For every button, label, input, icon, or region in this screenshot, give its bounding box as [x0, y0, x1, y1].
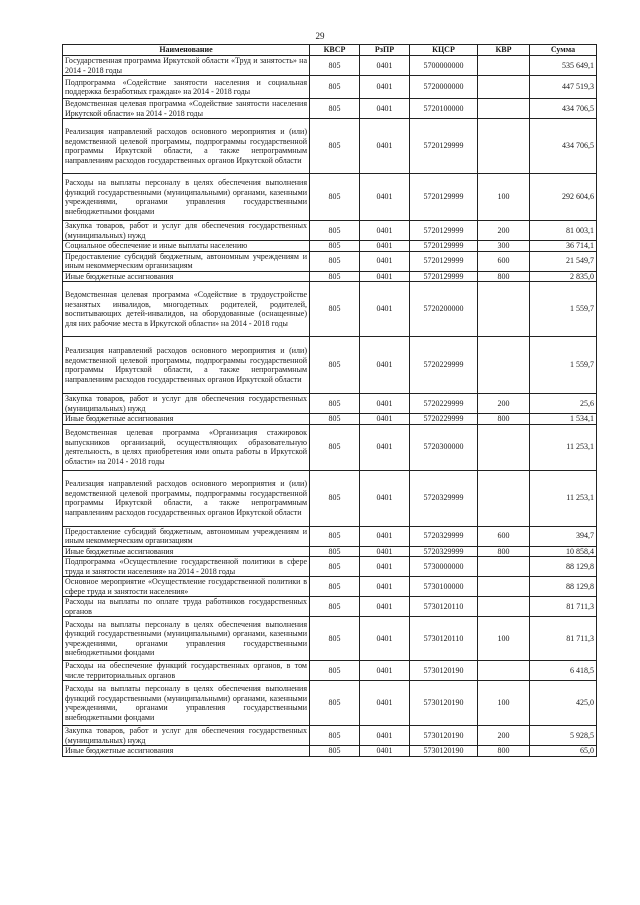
- table-row: [63, 174, 597, 221]
- cell-kvr: [478, 661, 530, 681]
- cell-name: Расходы на выплаты персоналу в целях обеспечения выполнения функций государственными (муниципальными) органами, казенными учреждениями, органами управления государственными внебюджетными фондами: [63, 617, 310, 661]
- cell-kcsr: 5730120190: [410, 726, 478, 746]
- cell-kcsr: 5720329999: [410, 470, 478, 526]
- cell-kvsr: 805: [310, 251, 360, 271]
- cell-sum: 10 858,4: [530, 546, 597, 557]
- cell-kvsr: 805: [310, 526, 360, 546]
- table-row: [63, 337, 597, 394]
- cell-kvr: 800: [478, 546, 530, 557]
- cell-sum: 5 928,5: [530, 726, 597, 746]
- cell-kcsr: 5720129999: [410, 221, 478, 241]
- cell-kvr: [478, 282, 530, 337]
- cell-kvsr: 805: [310, 76, 360, 99]
- cell-kvsr: 805: [310, 617, 360, 661]
- cell-name: Расходы на выплаты персоналу в целях обеспечения выполнения функций государственными (муниципальными) органами, казенными учреждениями, органами управления государственными внебюджетными фондами: [63, 174, 310, 221]
- cell-sum: 434 706,5: [530, 119, 597, 174]
- cell-rzpr: 0401: [360, 414, 410, 425]
- cell-sum: 25,6: [530, 394, 597, 414]
- cell-sum: 11 253,1: [530, 470, 597, 526]
- table-body: [63, 56, 597, 757]
- cell-sum: 81 003,1: [530, 221, 597, 241]
- cell-sum: 434 706,5: [530, 99, 597, 119]
- cell-kvr: [478, 470, 530, 526]
- header-kvsr: КВСР: [310, 45, 360, 56]
- table-row: [63, 76, 597, 99]
- table-header: [63, 45, 597, 56]
- cell-rzpr: 0401: [360, 337, 410, 394]
- cell-kcsr: 5720329999: [410, 526, 478, 546]
- header-kcsr: КЦСР: [410, 45, 478, 56]
- cell-name: Государственная программа Иркутской области «Труд и занятость» на 2014 - 2018 годы: [63, 56, 310, 76]
- cell-kcsr: 5700000000: [410, 56, 478, 76]
- cell-rzpr: 0401: [360, 394, 410, 414]
- cell-name: Основное мероприятие «Осуществление государственной политики в сфере труда и занятости населения»: [63, 577, 310, 597]
- cell-kvsr: 805: [310, 661, 360, 681]
- cell-kvsr: 805: [310, 282, 360, 337]
- table-row: [63, 119, 597, 174]
- table-row: [63, 414, 597, 425]
- cell-rzpr: 0401: [360, 424, 410, 470]
- table-row: [63, 282, 597, 337]
- cell-sum: 1 559,7: [530, 337, 597, 394]
- header-name: Наименование: [63, 45, 310, 56]
- table-row: [63, 394, 597, 414]
- cell-kvsr: 805: [310, 394, 360, 414]
- cell-name: Реализация направлений расходов основного мероприятия и (или) ведомственной целевой программы, подпрограммы государственной программы Иркутской области, а также непрограммным направлениям расходов государственных органов Иркутской области: [63, 337, 310, 394]
- cell-kvr: 100: [478, 681, 530, 726]
- table-row: [63, 597, 597, 617]
- cell-kvr: [478, 337, 530, 394]
- cell-name: Расходы на обеспечение функций государственных органов, в том числе территориальных органов: [63, 661, 310, 681]
- cell-kvr: [478, 557, 530, 577]
- cell-kcsr: 5720300000: [410, 424, 478, 470]
- table-row: [63, 241, 597, 252]
- cell-kcsr: 5730120190: [410, 681, 478, 726]
- cell-kvr: [478, 99, 530, 119]
- cell-kvr: 200: [478, 726, 530, 746]
- cell-name: Реализация направлений расходов основного мероприятия и (или) ведомственной целевой программы, подпрограммы государственной программы Иркутской области, а также непрограммным направлениям расходов государственных органов Иркутской области: [63, 470, 310, 526]
- cell-name: Закупка товаров, работ и услуг для обеспечения государственных (муниципальных) нужд: [63, 221, 310, 241]
- cell-kvsr: 805: [310, 470, 360, 526]
- cell-kvsr: 805: [310, 337, 360, 394]
- table-row: [63, 56, 597, 76]
- cell-rzpr: 0401: [360, 241, 410, 252]
- cell-name: Ведомственная целевая программа «Содействие занятости населения Иркутской области» на 2014 - 2018 годы: [63, 99, 310, 119]
- cell-kcsr: 5720129999: [410, 251, 478, 271]
- cell-kvr: 800: [478, 271, 530, 282]
- cell-kvsr: 805: [310, 726, 360, 746]
- cell-sum: 21 549,7: [530, 251, 597, 271]
- cell-sum: 2 835,0: [530, 271, 597, 282]
- cell-name: Расходы на выплаты по оплате труда работников государственных органов: [63, 597, 310, 617]
- cell-sum: 394,7: [530, 526, 597, 546]
- cell-kcsr: 5720129999: [410, 119, 478, 174]
- cell-kcsr: 5730120110: [410, 597, 478, 617]
- cell-sum: 81 711,3: [530, 597, 597, 617]
- cell-kvr: 600: [478, 251, 530, 271]
- cell-name: Реализация направлений расходов основного мероприятия и (или) ведомственной целевой программы, подпрограммы государственной программы Иркутской области, а также непрограммным направлениям расходов государственных органов Иркутской области: [63, 119, 310, 174]
- cell-name: Расходы на выплаты персоналу в целях обеспечения выполнения функций государственными (муниципальными) органами, казенными учреждениями, органами управления государственными внебюджетными фондами: [63, 681, 310, 726]
- cell-kvsr: 805: [310, 546, 360, 557]
- cell-kvr: 300: [478, 241, 530, 252]
- cell-kvr: 600: [478, 526, 530, 546]
- cell-kcsr: 5730120190: [410, 746, 478, 757]
- table-row: [63, 470, 597, 526]
- cell-rzpr: 0401: [360, 174, 410, 221]
- cell-name: Ведомственная целевая программа «Содействие в трудоустройстве незанятых инвалидов, многодетных родителей, родителей, воспитывающих детей-инвалидов, на оборудованные (оснащенные) для них рабочие места в Иркутской области» на 2014 - 2018 годы: [63, 282, 310, 337]
- table-row: [63, 271, 597, 282]
- page-number: 29: [315, 31, 325, 41]
- cell-rzpr: 0401: [360, 99, 410, 119]
- cell-kvsr: 805: [310, 241, 360, 252]
- cell-kvr: [478, 577, 530, 597]
- cell-kcsr: 5730120190: [410, 661, 478, 681]
- cell-kvr: 200: [478, 221, 530, 241]
- cell-kcsr: 5720229999: [410, 337, 478, 394]
- cell-kvr: 800: [478, 746, 530, 757]
- cell-kvsr: 805: [310, 271, 360, 282]
- budget-table: [62, 44, 597, 757]
- cell-kvsr: 805: [310, 577, 360, 597]
- cell-kvsr: 805: [310, 597, 360, 617]
- cell-kvsr: 805: [310, 119, 360, 174]
- cell-rzpr: 0401: [360, 76, 410, 99]
- cell-kvsr: 805: [310, 56, 360, 76]
- header-kvr: КВР: [478, 45, 530, 56]
- cell-rzpr: 0401: [360, 681, 410, 726]
- cell-kcsr: 5720129999: [410, 174, 478, 221]
- cell-kcsr: 5720129999: [410, 271, 478, 282]
- cell-rzpr: 0401: [360, 577, 410, 597]
- table-row: [63, 681, 597, 726]
- table-row: [63, 577, 597, 597]
- table-row: [63, 746, 597, 757]
- cell-sum: 447 519,3: [530, 76, 597, 99]
- cell-kvsr: 805: [310, 424, 360, 470]
- header-row: [63, 45, 597, 56]
- cell-kvr: 100: [478, 174, 530, 221]
- cell-sum: 6 418,5: [530, 661, 597, 681]
- cell-rzpr: 0401: [360, 271, 410, 282]
- cell-name: Закупка товаров, работ и услуг для обеспечения государственных (муниципальных) нужд: [63, 726, 310, 746]
- table-row: [63, 617, 597, 661]
- cell-rzpr: 0401: [360, 546, 410, 557]
- cell-rzpr: 0401: [360, 746, 410, 757]
- cell-kvr: [478, 76, 530, 99]
- header-rzpr: РзПР: [360, 45, 410, 56]
- cell-kvsr: 805: [310, 746, 360, 757]
- cell-rzpr: 0401: [360, 470, 410, 526]
- cell-name: Иные бюджетные ассигнования: [63, 414, 310, 425]
- cell-sum: 1 534,1: [530, 414, 597, 425]
- cell-name: Ведомственная целевая программа «Организация стажировок выпускников организаций, осуществляющих образовательную деятельность, в целях приобретения ими опыта работы в Иркутской области» на 2014 - 2018 годы: [63, 424, 310, 470]
- cell-kcsr: 5720200000: [410, 282, 478, 337]
- cell-rzpr: 0401: [360, 251, 410, 271]
- cell-sum: 36 714,1: [530, 241, 597, 252]
- cell-name: Подпрограмма «Содействие занятости населения и социальная поддержка безработных граждан» на 2014 - 2018 годы: [63, 76, 310, 99]
- cell-kvsr: 805: [310, 681, 360, 726]
- table-row: [63, 546, 597, 557]
- cell-name: Иные бюджетные ассигнования: [63, 546, 310, 557]
- cell-name: Подпрограмма «Осуществление государственной политики в сфере труда и занятости населения» на 2014 - 2018 годы: [63, 557, 310, 577]
- cell-sum: 81 711,3: [530, 617, 597, 661]
- table-row: [63, 251, 597, 271]
- cell-rzpr: 0401: [360, 56, 410, 76]
- cell-kvr: [478, 119, 530, 174]
- cell-kvsr: 805: [310, 414, 360, 425]
- cell-sum: 1 559,7: [530, 282, 597, 337]
- table-row: [63, 221, 597, 241]
- cell-name: Предоставление субсидий бюджетным, автономным учреждениям и иным некоммерческим организациям: [63, 251, 310, 271]
- table-row: [63, 424, 597, 470]
- cell-kcsr: 5730000000: [410, 557, 478, 577]
- cell-name: Иные бюджетные ассигнования: [63, 746, 310, 757]
- cell-sum: 535 649,1: [530, 56, 597, 76]
- cell-rzpr: 0401: [360, 597, 410, 617]
- cell-kcsr: 5720329999: [410, 546, 478, 557]
- cell-name: Иные бюджетные ассигнования: [63, 271, 310, 282]
- cell-rzpr: 0401: [360, 617, 410, 661]
- cell-kcsr: 5720129999: [410, 241, 478, 252]
- table-row: [63, 99, 597, 119]
- cell-kvr: [478, 56, 530, 76]
- cell-rzpr: 0401: [360, 557, 410, 577]
- cell-kvr: [478, 424, 530, 470]
- cell-kcsr: 5720100000: [410, 99, 478, 119]
- cell-kvr: [478, 597, 530, 617]
- table-row: [63, 661, 597, 681]
- cell-sum: 88 129,8: [530, 577, 597, 597]
- table-row: [63, 526, 597, 546]
- cell-kcsr: 5720229999: [410, 414, 478, 425]
- cell-kvsr: 805: [310, 174, 360, 221]
- cell-kcsr: 5720000000: [410, 76, 478, 99]
- cell-kcsr: 5730120110: [410, 617, 478, 661]
- cell-kvr: 800: [478, 414, 530, 425]
- cell-rzpr: 0401: [360, 726, 410, 746]
- cell-sum: 65,0: [530, 746, 597, 757]
- cell-rzpr: 0401: [360, 221, 410, 241]
- cell-name: Социальное обеспечение и иные выплаты населению: [63, 241, 310, 252]
- cell-kvsr: 805: [310, 99, 360, 119]
- cell-rzpr: 0401: [360, 661, 410, 681]
- cell-kcsr: 5730100000: [410, 577, 478, 597]
- cell-kvsr: 805: [310, 557, 360, 577]
- cell-rzpr: 0401: [360, 119, 410, 174]
- header-sum: Сумма: [530, 45, 597, 56]
- cell-kcsr: 5720229999: [410, 394, 478, 414]
- cell-sum: 425,0: [530, 681, 597, 726]
- cell-kvsr: 805: [310, 221, 360, 241]
- cell-sum: 11 253,1: [530, 424, 597, 470]
- cell-name: Предоставление субсидий бюджетным, автономным учреждениям и иным некоммерческим организациям: [63, 526, 310, 546]
- cell-sum: 292 604,6: [530, 174, 597, 221]
- cell-sum: 88 129,8: [530, 557, 597, 577]
- cell-kvr: 200: [478, 394, 530, 414]
- cell-rzpr: 0401: [360, 526, 410, 546]
- table-row: [63, 557, 597, 577]
- cell-kvr: 100: [478, 617, 530, 661]
- cell-rzpr: 0401: [360, 282, 410, 337]
- cell-name: Закупка товаров, работ и услуг для обеспечения государственных (муниципальных) нужд: [63, 394, 310, 414]
- table-row: [63, 726, 597, 746]
